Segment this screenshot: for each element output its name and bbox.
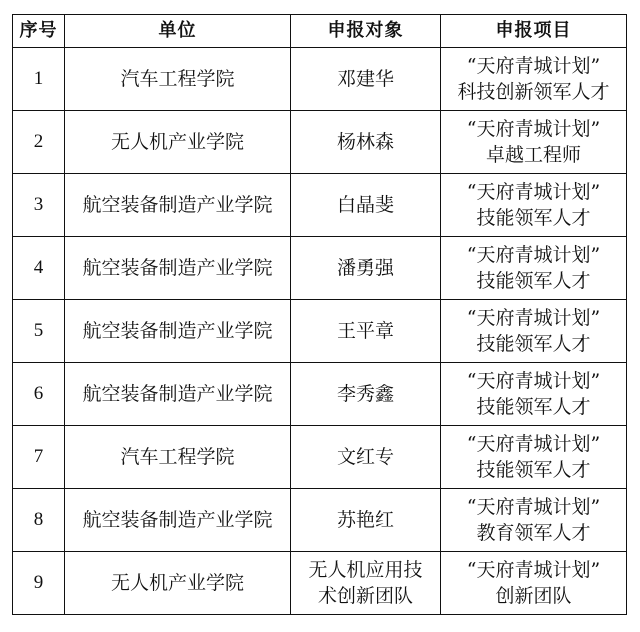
cell-unit: 汽车工程学院 (65, 48, 291, 111)
header-project: 申报项目 (441, 15, 627, 48)
person-line: 白晶斐 (336, 194, 394, 216)
person-line: 文红专 (336, 446, 394, 468)
cell-unit: 无人机产业学院 (65, 111, 291, 174)
project-line: “天府青城计划” (466, 496, 601, 518)
project-line: 技能领军人才 (476, 270, 591, 292)
table-row (13, 363, 627, 426)
cell-project (441, 174, 627, 237)
table-row (13, 111, 627, 174)
table-row (13, 489, 627, 552)
cell-person (291, 237, 441, 300)
project-line: “天府青城计划” (466, 244, 601, 266)
project-line: 创新团队 (495, 585, 572, 607)
header-person: 申报对象 (291, 15, 441, 48)
project-line: 技能领军人才 (476, 396, 591, 418)
person-line: 杨林森 (336, 131, 394, 153)
project-line: 技能领军人才 (476, 459, 591, 481)
table-row (13, 552, 627, 615)
cell-project (441, 111, 627, 174)
person-line: 术创新团队 (317, 585, 413, 607)
person-line: 李秀鑫 (336, 383, 394, 405)
table-row (13, 174, 627, 237)
cell-index: 7 (13, 426, 65, 489)
table-row (13, 48, 627, 111)
cell-index: 1 (13, 48, 65, 111)
project-line: 科技创新领军人才 (457, 81, 610, 103)
cell-unit: 航空装备制造产业学院 (65, 237, 291, 300)
cell-unit: 无人机产业学院 (65, 552, 291, 615)
cell-person (291, 48, 441, 111)
person-line: 邓建华 (336, 68, 394, 90)
cell-project (441, 426, 627, 489)
project-line: 技能领军人才 (476, 333, 591, 355)
cell-index: 5 (13, 300, 65, 363)
cell-person (291, 174, 441, 237)
project-line: “天府青城计划” (466, 370, 601, 392)
cell-person (291, 363, 441, 426)
header-unit: 单位 (65, 15, 291, 48)
project-line: “天府青城计划” (466, 559, 601, 581)
cell-project (441, 300, 627, 363)
cell-unit: 航空装备制造产业学院 (65, 174, 291, 237)
cell-person (291, 111, 441, 174)
cell-project (441, 237, 627, 300)
person-line: 苏艳红 (336, 509, 394, 531)
cell-index: 2 (13, 111, 65, 174)
cell-unit: 航空装备制造产业学院 (65, 300, 291, 363)
cell-project (441, 363, 627, 426)
project-line: 卓越工程师 (485, 144, 581, 166)
project-line: 教育领军人才 (476, 522, 591, 544)
cell-index: 4 (13, 237, 65, 300)
cell-unit: 航空装备制造产业学院 (65, 363, 291, 426)
project-line: “天府青城计划” (466, 118, 601, 140)
cell-index: 6 (13, 363, 65, 426)
project-line: 技能领军人才 (476, 207, 591, 229)
cell-index: 9 (13, 552, 65, 615)
award-table (12, 14, 627, 615)
cell-person (291, 426, 441, 489)
table-row (13, 300, 627, 363)
person-line: 王平章 (336, 320, 394, 342)
table-header-row (13, 15, 627, 48)
cell-project (441, 48, 627, 111)
cell-index: 8 (13, 489, 65, 552)
project-line: “天府青城计划” (466, 181, 601, 203)
table-row (13, 426, 627, 489)
cell-index: 3 (13, 174, 65, 237)
cell-person (291, 489, 441, 552)
person-line: 潘勇强 (336, 257, 394, 279)
cell-project (441, 489, 627, 552)
cell-person (291, 300, 441, 363)
cell-unit: 汽车工程学院 (65, 426, 291, 489)
cell-person (291, 552, 441, 615)
cell-unit: 航空装备制造产业学院 (65, 489, 291, 552)
project-line: “天府青城计划” (466, 433, 601, 455)
person-line: 无人机应用技 (308, 559, 423, 581)
header-index: 序号 (13, 15, 65, 48)
project-line: “天府青城计划” (466, 307, 601, 329)
table-body (13, 48, 627, 615)
cell-project (441, 552, 627, 615)
table-row (13, 237, 627, 300)
project-line: “天府青城计划” (466, 55, 601, 77)
